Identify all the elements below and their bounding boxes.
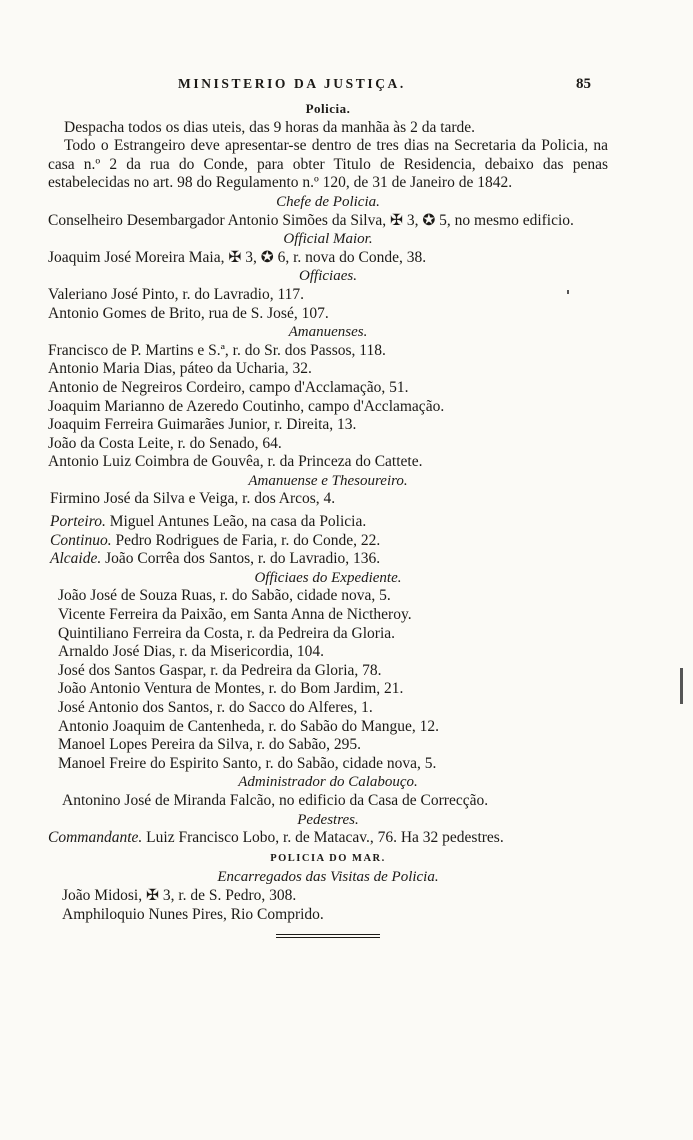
margin-speck: [680, 668, 683, 704]
subheading-administrador: Administrador do Calabouço.: [238, 774, 418, 791]
list-item: Arnaldo José Dias, r. da Misericordia, 104.: [58, 643, 325, 661]
list-item: João Antonio Ventura de Montes, r. do Bom Jardim, 21.: [58, 680, 404, 698]
running-head: [0, 76, 693, 98]
text-continuo: Pedro Rodrigues de Faria, r. do Conde, 22.: [115, 531, 381, 549]
list-item: Antonio de Negreiros Cordeiro, campo d'Acclamação, 51.: [48, 378, 409, 396]
list-item: Joaquim Marianno de Azeredo Coutinho, campo d'Acclamação.: [48, 397, 445, 415]
entry-alcaide: [50, 550, 608, 569]
end-rule: [276, 934, 380, 938]
list-item: Vicente Ferreira da Paixão, em Santa Anna de Nictheroy.: [58, 606, 412, 624]
list-item: João José de Souza Ruas, r. do Sabão, cidade nova, 5.: [58, 587, 391, 605]
list-item: João da Costa Leite, r. do Senado, 64.: [48, 434, 282, 452]
section-title: Policia.: [305, 101, 351, 116]
entry-official-maior: Joaquim José Moreira Maia, ✠ 3, ✪ 6, r. nova do Conde, 38.: [48, 248, 427, 266]
list-item: João Midosi, ✠ 3, r. de S. Pedro, 308.: [62, 886, 297, 904]
entry-administrador: Antonino José de Miranda Falcão, no edificio da Casa de Correcção.: [62, 791, 489, 809]
text-porteiro: Miguel Antunes Leão, na casa da Policia.: [109, 513, 367, 531]
list-item: Valeriano José Pinto, r. do Lavradio, 117.: [48, 285, 304, 303]
list-item: Quintiliano Ferreira da Costa, r. da Pedreira da Gloria.: [58, 624, 396, 642]
subheading-pedestres: Pedestres.: [297, 811, 359, 828]
paragraph: Todo o Estrangeiro deve apresentar-se dentro de tres dias na Secretaria da Policia, na casa n.º 2 da rua do Conde, para obter Titulo de Residencia, debaixo das penas estabelecidas no art. 98 do Regulamento n.º 120, de 31 de Janeiro de 1842.: [48, 137, 608, 192]
list-item: Manoel Lopes Pereira da Silva, r. do Sabão, 295.: [58, 736, 362, 754]
margin-speck: [567, 290, 569, 294]
list-item: Amphiloquio Nunes Pires, Rio Comprido.: [62, 905, 324, 923]
text-commandante: Luiz Francisco Lobo, r. de Matacav., 76. Ha 32 pedestres.: [146, 829, 504, 847]
label-alcaide: Alcaide.: [50, 550, 102, 568]
entry-commandante: [48, 829, 608, 848]
list-item: Antonio Gomes de Brito, rua de S. José, 107.: [48, 304, 329, 322]
page-content: [48, 100, 608, 938]
subheading-official-maior: Official Maior.: [283, 231, 373, 248]
list-item: Manoel Freire do Espirito Santo, r. do Sabão, cidade nova, 5.: [58, 754, 437, 772]
entry-porteiro: [50, 513, 608, 532]
list-item: Antonio Joaquim de Cantenheda, r. do Sabão do Mangue, 12.: [58, 717, 439, 735]
subheading-chefe: Chefe de Policia.: [276, 193, 380, 210]
subheading-amanuense-tesoureiro: Amanuense e Thesoureiro.: [248, 472, 408, 489]
entry-amanuense-tesoureiro: Firmino José da Silva e Veiga, r. dos Arcos, 4.: [50, 490, 336, 508]
section-title-policia-mar: POLICIA DO MAR.: [270, 852, 386, 864]
subheading-amanuenses: Amanuenses.: [288, 324, 368, 341]
list-item: José Antonio dos Santos, r. do Sacco do Alferes, 1.: [58, 699, 373, 716]
list-item: José dos Santos Gaspar, r. da Pedreira da Gloria, 78.: [58, 661, 382, 679]
running-title: MINISTERIO DA JUSTIÇA.: [178, 76, 406, 91]
subheading-officiaes: Officiaes.: [299, 268, 357, 285]
list-item: Joaquim Ferreira Guimarães Junior, r. Direita, 13.: [48, 416, 357, 434]
list-item: Francisco de P. Martins e S.ª, r. do Sr. dos Passos, 118.: [48, 341, 386, 359]
list-item: Antonio Maria Dias, páteo da Ucharia, 32.: [48, 360, 312, 378]
label-porteiro: Porteiro.: [50, 513, 106, 531]
entry-chefe: Conselheiro Desembargador Antonio Simões da Silva, ✠ 3, ✪ 5, no mesmo edificio.: [48, 211, 574, 229]
list-item: Antonio Luiz Coimbra de Gouvêa, r. da Princeza do Cattete.: [48, 453, 423, 471]
paragraph: Despacha todos os dias uteis, das 9 horas da manhãa às 2 da tarde.: [64, 118, 476, 136]
subheading-expediente: Officiaes do Expediente.: [254, 569, 402, 586]
page-number: 85: [576, 76, 591, 92]
entry-continuo: [50, 532, 608, 551]
subheading-encarregados: Encarregados das Visitas de Policia.: [217, 869, 439, 886]
label-continuo: Continuo.: [50, 531, 112, 549]
text-alcaide: João Corrêa dos Santos, r. do Lavradio, 136.: [105, 550, 381, 568]
label-commandante: Commandante.: [48, 829, 143, 847]
